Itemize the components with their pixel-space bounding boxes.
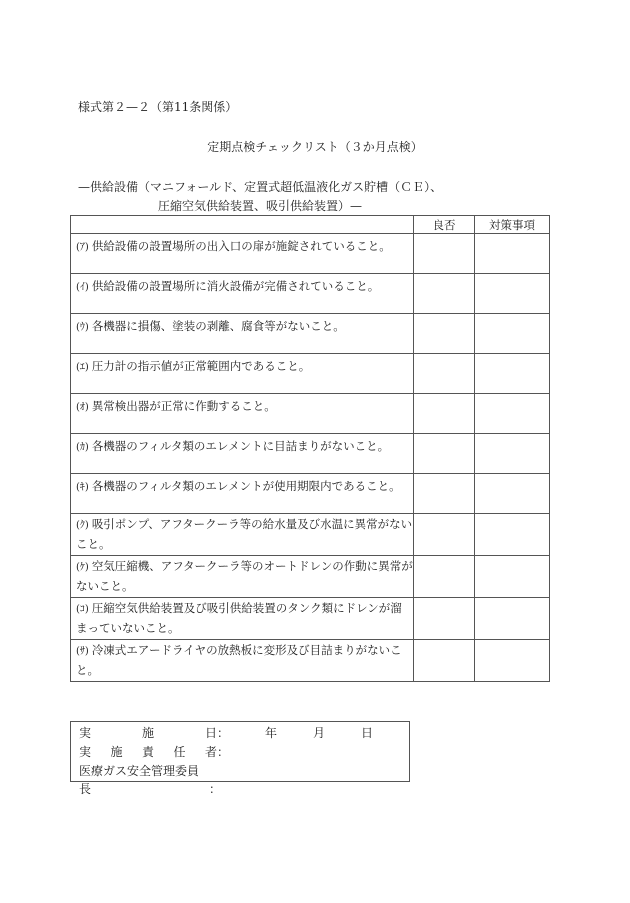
countermeasure-cell[interactable] — [475, 234, 550, 274]
table-row — [71, 598, 550, 640]
check-item — [71, 314, 414, 354]
check-item — [71, 556, 414, 598]
header-item — [71, 216, 414, 234]
pass-fail-cell[interactable] — [414, 274, 475, 314]
item-marker: (ｻ) — [76, 646, 89, 657]
item-marker: (ｱ) — [76, 242, 89, 253]
item-text: 各機器に損傷、塗装の剥離、腐食等がないこと。 — [91, 319, 345, 333]
committee-row — [79, 762, 222, 796]
table-row — [71, 354, 550, 394]
scope-line-2: 圧縮空気供給装置、吸引供給装置）— — [158, 199, 363, 213]
item-text: 異常検出器が正常に作動すること。 — [91, 399, 276, 413]
pass-fail-cell[interactable] — [414, 314, 475, 354]
scope-line-1: —供給設備（マニフォールド、定置式超低温液化ガス貯槽（ＣＥ）、 — [78, 180, 443, 194]
pass-fail-cell[interactable] — [414, 514, 475, 556]
committee-label: 医療ガス安全管理委員長 — [79, 764, 200, 796]
pass-fail-cell[interactable] — [414, 354, 475, 394]
item-marker: (ｺ) — [76, 604, 89, 615]
item-marker: (ｷ) — [76, 482, 89, 493]
table-row — [71, 434, 550, 474]
item-text: 供給設備の設置場所に消火設備が完備されていること。 — [91, 279, 380, 293]
pass-fail-cell[interactable] — [414, 434, 475, 474]
responsible-colon: ： — [217, 745, 230, 759]
countermeasure-cell[interactable] — [475, 274, 550, 314]
date-row — [79, 724, 373, 742]
item-marker: (ｳ) — [76, 322, 89, 333]
check-item — [71, 598, 414, 640]
page-title: 定期点検チェックリスト（３か月点検） — [207, 140, 423, 154]
countermeasure-cell[interactable] — [475, 556, 550, 598]
pass-fail-cell[interactable] — [414, 598, 475, 640]
month-label: 月 — [313, 726, 326, 740]
check-item — [71, 514, 414, 556]
countermeasure-cell[interactable] — [475, 314, 550, 354]
table-row — [71, 394, 550, 434]
date-colon: ： — [217, 726, 230, 740]
table-row — [71, 234, 550, 274]
item-marker: (ｴ) — [76, 362, 89, 373]
form-label: 様式第２—２（第11条関係） — [78, 100, 238, 114]
item-text: 吸引ポンプ、アフタークーラ等の給水量及び水温に異常がないこと。 — [76, 517, 413, 551]
item-text: 冷凍式エアードライヤの放熱板に変形及び目詰まりがないこと。 — [76, 643, 402, 677]
table-row — [71, 314, 550, 354]
pass-fail-cell[interactable] — [414, 234, 475, 274]
responsible-row — [79, 743, 230, 761]
item-text: 供給設備の設置場所の出入口の扉が施錠されていること。 — [91, 239, 391, 253]
year-label: 年 — [265, 726, 278, 740]
pass-fail-cell[interactable] — [414, 394, 475, 434]
countermeasure-cell[interactable] — [475, 598, 550, 640]
table-row — [71, 514, 550, 556]
table-row — [71, 556, 550, 598]
item-text: 圧力計の指示値が正常範囲内であること。 — [91, 359, 311, 373]
check-item — [71, 640, 414, 682]
signature-box — [70, 721, 410, 796]
item-text: 空気圧縮機、アフタークーラ等のオートドレンの作動に異常がないこと。 — [76, 559, 413, 593]
countermeasure-cell[interactable] — [475, 434, 550, 474]
pass-fail-cell[interactable] — [414, 474, 475, 514]
item-marker: (ｵ) — [76, 402, 89, 413]
header-pass-fail: 良否 — [414, 216, 475, 234]
date-label: 実施日 — [79, 726, 217, 740]
item-marker: (ｶ) — [76, 442, 89, 453]
pass-fail-cell[interactable] — [414, 556, 475, 598]
item-text: 圧縮空気供給装置及び吸引供給装置のタンク類にドレンが溜まっていないこと。 — [76, 601, 402, 635]
countermeasure-cell[interactable] — [475, 354, 550, 394]
checklist-table — [70, 215, 550, 682]
check-item — [71, 234, 414, 274]
day-label: 日 — [361, 726, 374, 740]
pass-fail-cell[interactable] — [414, 640, 475, 682]
table-row — [71, 474, 550, 514]
item-marker: (ｸ) — [76, 520, 89, 531]
countermeasure-cell[interactable] — [475, 640, 550, 682]
check-item — [71, 474, 414, 514]
header-countermeasure: 対策事項 — [475, 216, 550, 234]
committee-colon: ： — [209, 782, 222, 796]
table-row — [71, 640, 550, 682]
table-row — [71, 274, 550, 314]
item-text: 各機器のフィルタ類のエレメントが使用期限内であること。 — [91, 479, 401, 493]
check-item — [71, 354, 414, 394]
responsible-label: 実施責任者 — [79, 745, 217, 759]
table-header-row — [71, 216, 550, 234]
check-item — [71, 434, 414, 474]
item-marker: (ｹ) — [76, 562, 89, 573]
item-text: 各機器のフィルタ類のエレメントに目詰まりがないこと。 — [91, 439, 390, 453]
countermeasure-cell[interactable] — [475, 474, 550, 514]
countermeasure-cell[interactable] — [475, 394, 550, 434]
countermeasure-cell[interactable] — [475, 514, 550, 556]
check-item — [71, 394, 414, 434]
item-marker: (ｲ) — [76, 282, 89, 293]
check-item — [71, 274, 414, 314]
